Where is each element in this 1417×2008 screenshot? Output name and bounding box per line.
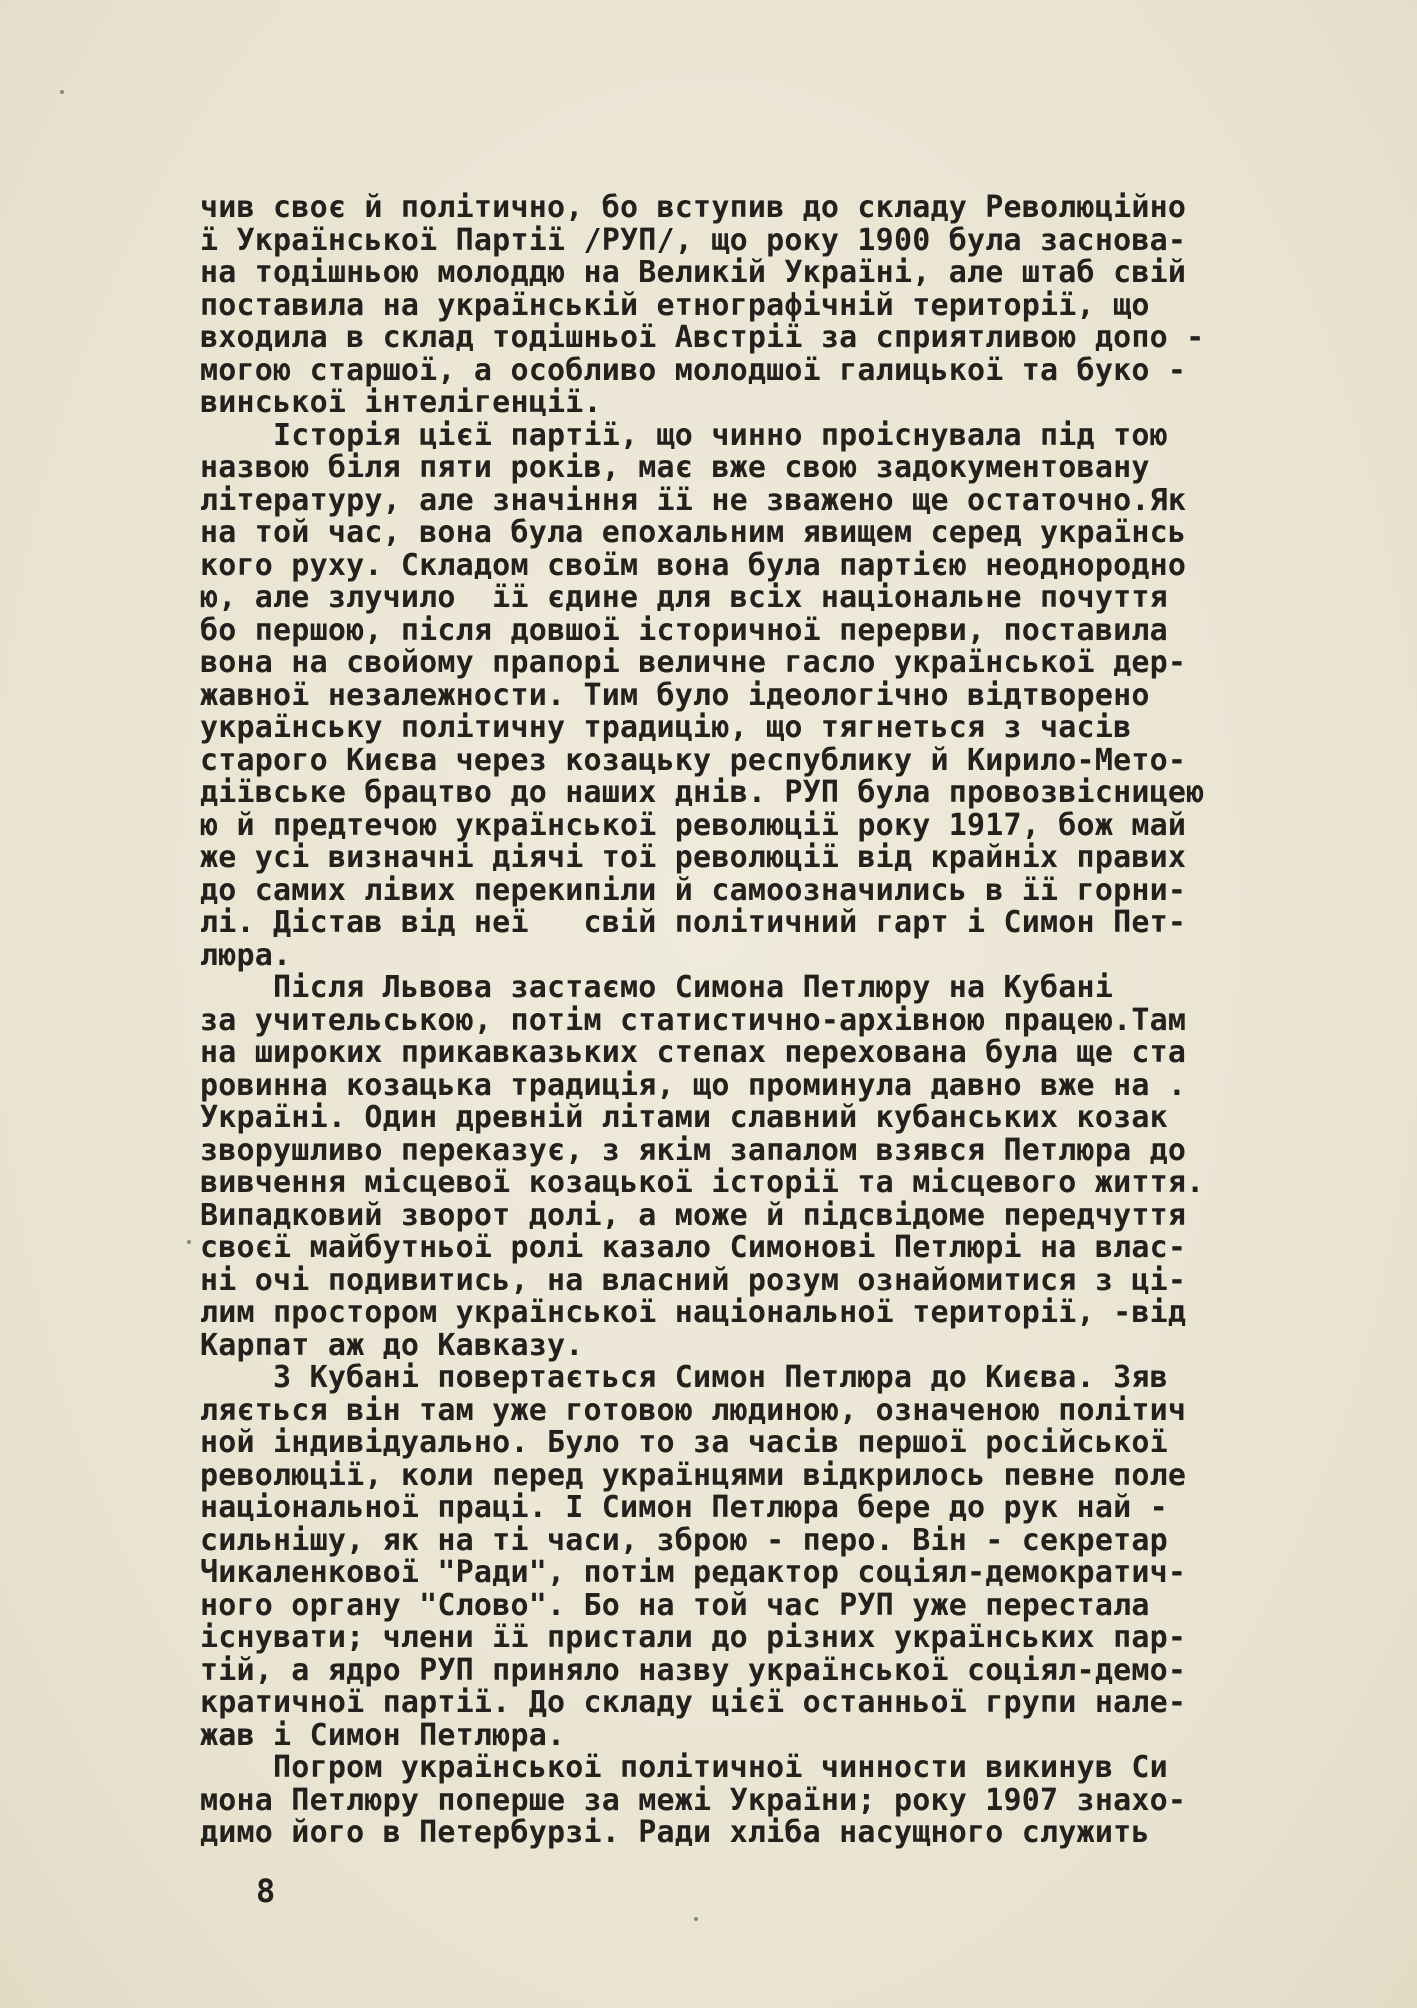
text-line: димо його в Петербурзі. Ради хліба насущного служить (200, 1815, 1150, 1850)
text-line: революції, коли перед українцями відкрилось певне поле (200, 1457, 1187, 1493)
paper-speck (187, 1240, 191, 1244)
text-line: ю, але злучило її єдине для всіх національне почуття (200, 580, 1168, 615)
text-line: на тодішньою молоддю на Великій Україні, але штаб свій (200, 255, 1187, 290)
text-line: своєї майбутньої ролі казало Симонові Петлюрі на влас- (200, 1230, 1187, 1265)
text-line: винської інтелігенції. (200, 385, 602, 420)
text-line: ї Української Партії /РУП/, що року 1900 була заснова- (200, 222, 1187, 258)
document-body-text (200, 192, 1380, 1850)
text-line: лим простором української національної території, -від (200, 1295, 1187, 1330)
text-line: за учительською, потім статистично-архівною працею.Там (200, 1002, 1187, 1038)
text-line: Карпат аж до Кавказу. (200, 1327, 584, 1363)
text-line: діївське брацтво до наших днів. РУП була провозвісницею (200, 775, 1205, 810)
text-line: на той час, вона була епохальним явищем серед українсь (200, 515, 1187, 550)
text-line: мона Петлюру поперше за межі України; року 1907 знахо- (200, 1782, 1187, 1818)
paper-speck (694, 1917, 698, 1921)
text-line: лі. Дістав від неї свій політичний гарт і Симон Пет- (200, 905, 1187, 940)
text-line: вона на свойому прапорі величне гасло української дер- (200, 645, 1187, 680)
text-line: на широких прикавказьких степах перехована була ще ста (200, 1035, 1187, 1070)
text-line: З Кубані повертається Симон Петлюра до Києва. Зяв (200, 1360, 1168, 1395)
text-line: літературу, але значіння її не зважено ще остаточно.Як (200, 482, 1187, 518)
text-line: Україні. Один древній літами славний кубанських козак (200, 1100, 1168, 1135)
text-line: жав і Симон Петлюра. (200, 1717, 566, 1753)
text-line: чив своє й політично, бо вступив до складу Революційно (200, 190, 1187, 225)
page-number: 8 (256, 1872, 276, 1910)
text-line: ной індивідуально. Було то за часів першої російської (200, 1425, 1168, 1460)
paper-speck (60, 90, 64, 94)
text-line: існувати; члени її пристали до різних українських пар- (200, 1620, 1187, 1655)
text-line: ного органу "Слово". Бо на той час РУП уже перестала (200, 1587, 1150, 1623)
text-line: українську політичну традицію, що тягнеться з часів (200, 710, 1132, 745)
text-line: Чикаленкової "Ради", потім редактор соціял-демократич- (200, 1555, 1187, 1590)
text-line: кратичної партії. До складу цієї останньої групи нале- (200, 1685, 1187, 1720)
text-line: вивчення місцевої козацької історії та місцевого життя. (200, 1165, 1205, 1200)
text-line: жавної незалежности. Тим було ідеологічно відтворено (200, 677, 1150, 713)
text-line: старого Києва через козацьку республику й Кирило-Мето- (200, 742, 1187, 778)
text-line: ю й предтечою української революції року 1917, бож май (200, 807, 1187, 843)
text-line: Історія цієї партії, що чинно проіснувала під тою (200, 417, 1168, 453)
text-line: сильнішу, як на ті часи, зброю - перо. Він - секретар (200, 1522, 1168, 1558)
text-line: Погром української політичної чинности викинув Си (200, 1750, 1168, 1785)
text-line: ляється він там уже готовою людиною, означеною політич (200, 1392, 1187, 1428)
text-line: національної праці. І Симон Петлюра бере до рук най - (200, 1490, 1168, 1525)
text-line: назвою біля пяти років, має вже свою задокументовану (200, 450, 1150, 485)
text-line: ровинна козацька традиція, що проминула давно вже на . (200, 1067, 1187, 1103)
text-line: до самих лівих перекипіли й самоозначились в її горни- (200, 872, 1187, 908)
text-line: тій, а ядро РУП приняло назву української соціял-демо- (200, 1652, 1187, 1688)
text-line: же усі визначні діячі тої революції від крайніх правих (200, 840, 1187, 875)
text-line: зворушливо переказує, з якім запалом взявся Петлюра до (200, 1132, 1187, 1168)
text-line: поставила на українській етнографічній території, що (200, 287, 1150, 323)
text-line: кого руху. Складом своїм вона була партією неоднородно (200, 547, 1187, 583)
text-line: Після Львова застаємо Симона Петлюру на Кубані (200, 970, 1114, 1005)
text-line: бо першою, після довшої історичної перерви, поставила (200, 612, 1168, 648)
text-line: Випадковий зворот долі, а може й підсвідоме передчуття (200, 1197, 1187, 1233)
text-line: входила в склад тодішньої Австрії за сприятливою допо - (200, 320, 1205, 355)
text-line: ні очі подивитись, на власний розум ознайомитися з ці- (200, 1262, 1187, 1298)
text-line: люра. (200, 937, 292, 973)
text-line: могою старшої, а особливо молодшої галицької та буко - (200, 352, 1187, 388)
